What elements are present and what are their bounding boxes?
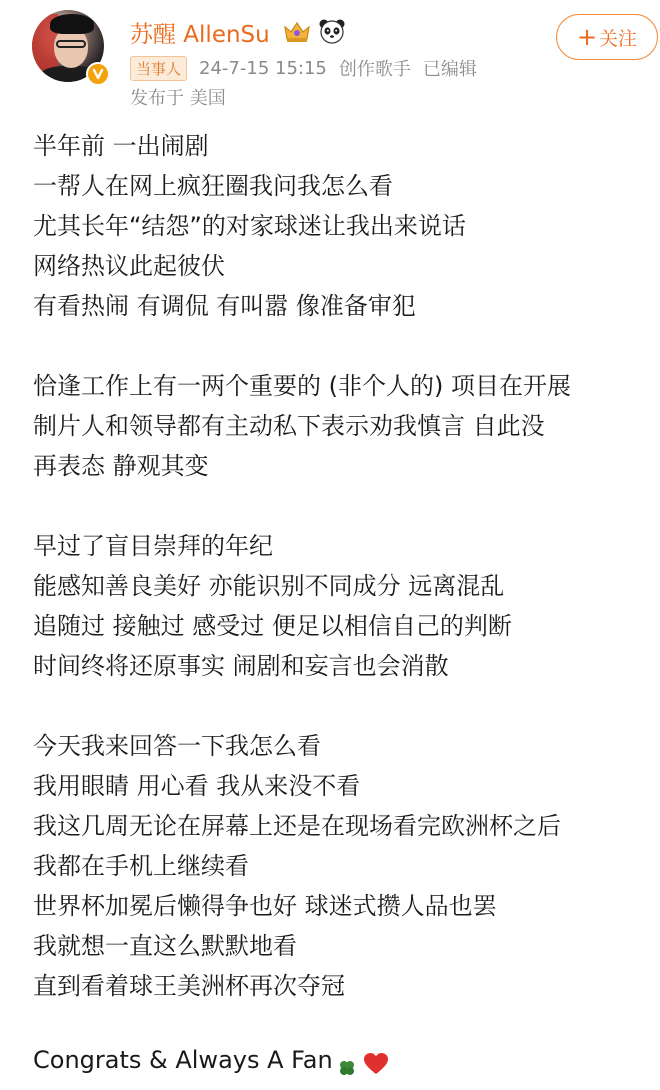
user-title: 创作歌手 [338, 59, 411, 80]
closing-text: Congrats & Always A Fan [33, 1046, 333, 1074]
post-line: 我这几周无论在屏幕上还是在现场看完欧洲杯之后 [33, 812, 561, 840]
post-line: 直到看着球王美洲杯再次夺冠 [33, 972, 345, 1000]
avatar[interactable] [32, 10, 108, 86]
post-header [0, 0, 660, 118]
post-line: 恰逢工作上有一两个重要的 (非个人的) 项目在开展 [33, 372, 571, 400]
post-line: 早过了盲目崇拜的年纪 [33, 532, 273, 560]
post-line: 我都在手机上继续看 [33, 852, 249, 880]
post-line: 能感知善良美好 亦能识别不同成分 远离混乱 [33, 572, 505, 600]
post-line: 半年前 一出闹剧 [33, 132, 209, 160]
post-line: 我用眼睛 用心看 我从来没不看 [33, 772, 361, 800]
post-line: 再表态 静观其变 [33, 452, 209, 480]
post-line: 有看热闹 有调侃 有叫嚣 像准备审犯 [33, 292, 416, 320]
paragraph-break [33, 686, 658, 726]
post-line: 今天我来回答一下我怎么看 [33, 732, 321, 760]
post-line: 一帮人在网上疯狂圈我问我怎么看 [33, 172, 393, 200]
panda-icon[interactable] [318, 17, 346, 45]
role-badge: 当事人 [130, 56, 187, 81]
post-line: 我就想一直这么默默地看 [33, 932, 297, 960]
crown-icon[interactable] [282, 18, 312, 44]
plus-icon: + [576, 23, 598, 51]
heart-icon [363, 1048, 389, 1072]
closing-line [33, 1040, 389, 1080]
post-line: 时间终将还原事实 闹剧和妄言也会消散 [33, 652, 449, 680]
post-line: 追随过 接触过 感受过 便足以相信自己的判断 [33, 612, 512, 640]
post-line: 世界杯加冕后懒得争也好 球迷式攒人品也罢 [33, 892, 497, 920]
paragraph-break [33, 486, 658, 526]
edited-label[interactable]: 已编辑 [422, 59, 477, 80]
post-line: 制片人和领导都有主动私下表示劝我慎言 自此没 [33, 412, 545, 440]
post-body [33, 126, 658, 1006]
follow-button[interactable] [556, 14, 658, 60]
post-line: 网络热议此起彼伏 [33, 252, 225, 280]
post-location: 发布于 美国 [130, 88, 226, 109]
post-timestamp[interactable]: 24-7-15 15:15 [199, 57, 327, 79]
username[interactable]: 苏醒 AllenSu [130, 22, 270, 48]
paragraph-break [33, 326, 658, 366]
post-meta [130, 55, 489, 81]
post-line: 尤其长年“结怨”的对家球迷让我出来说话 [33, 212, 466, 240]
follow-label: 关注 [599, 27, 638, 50]
verified-icon [86, 62, 110, 86]
clover-icon [337, 1050, 357, 1070]
